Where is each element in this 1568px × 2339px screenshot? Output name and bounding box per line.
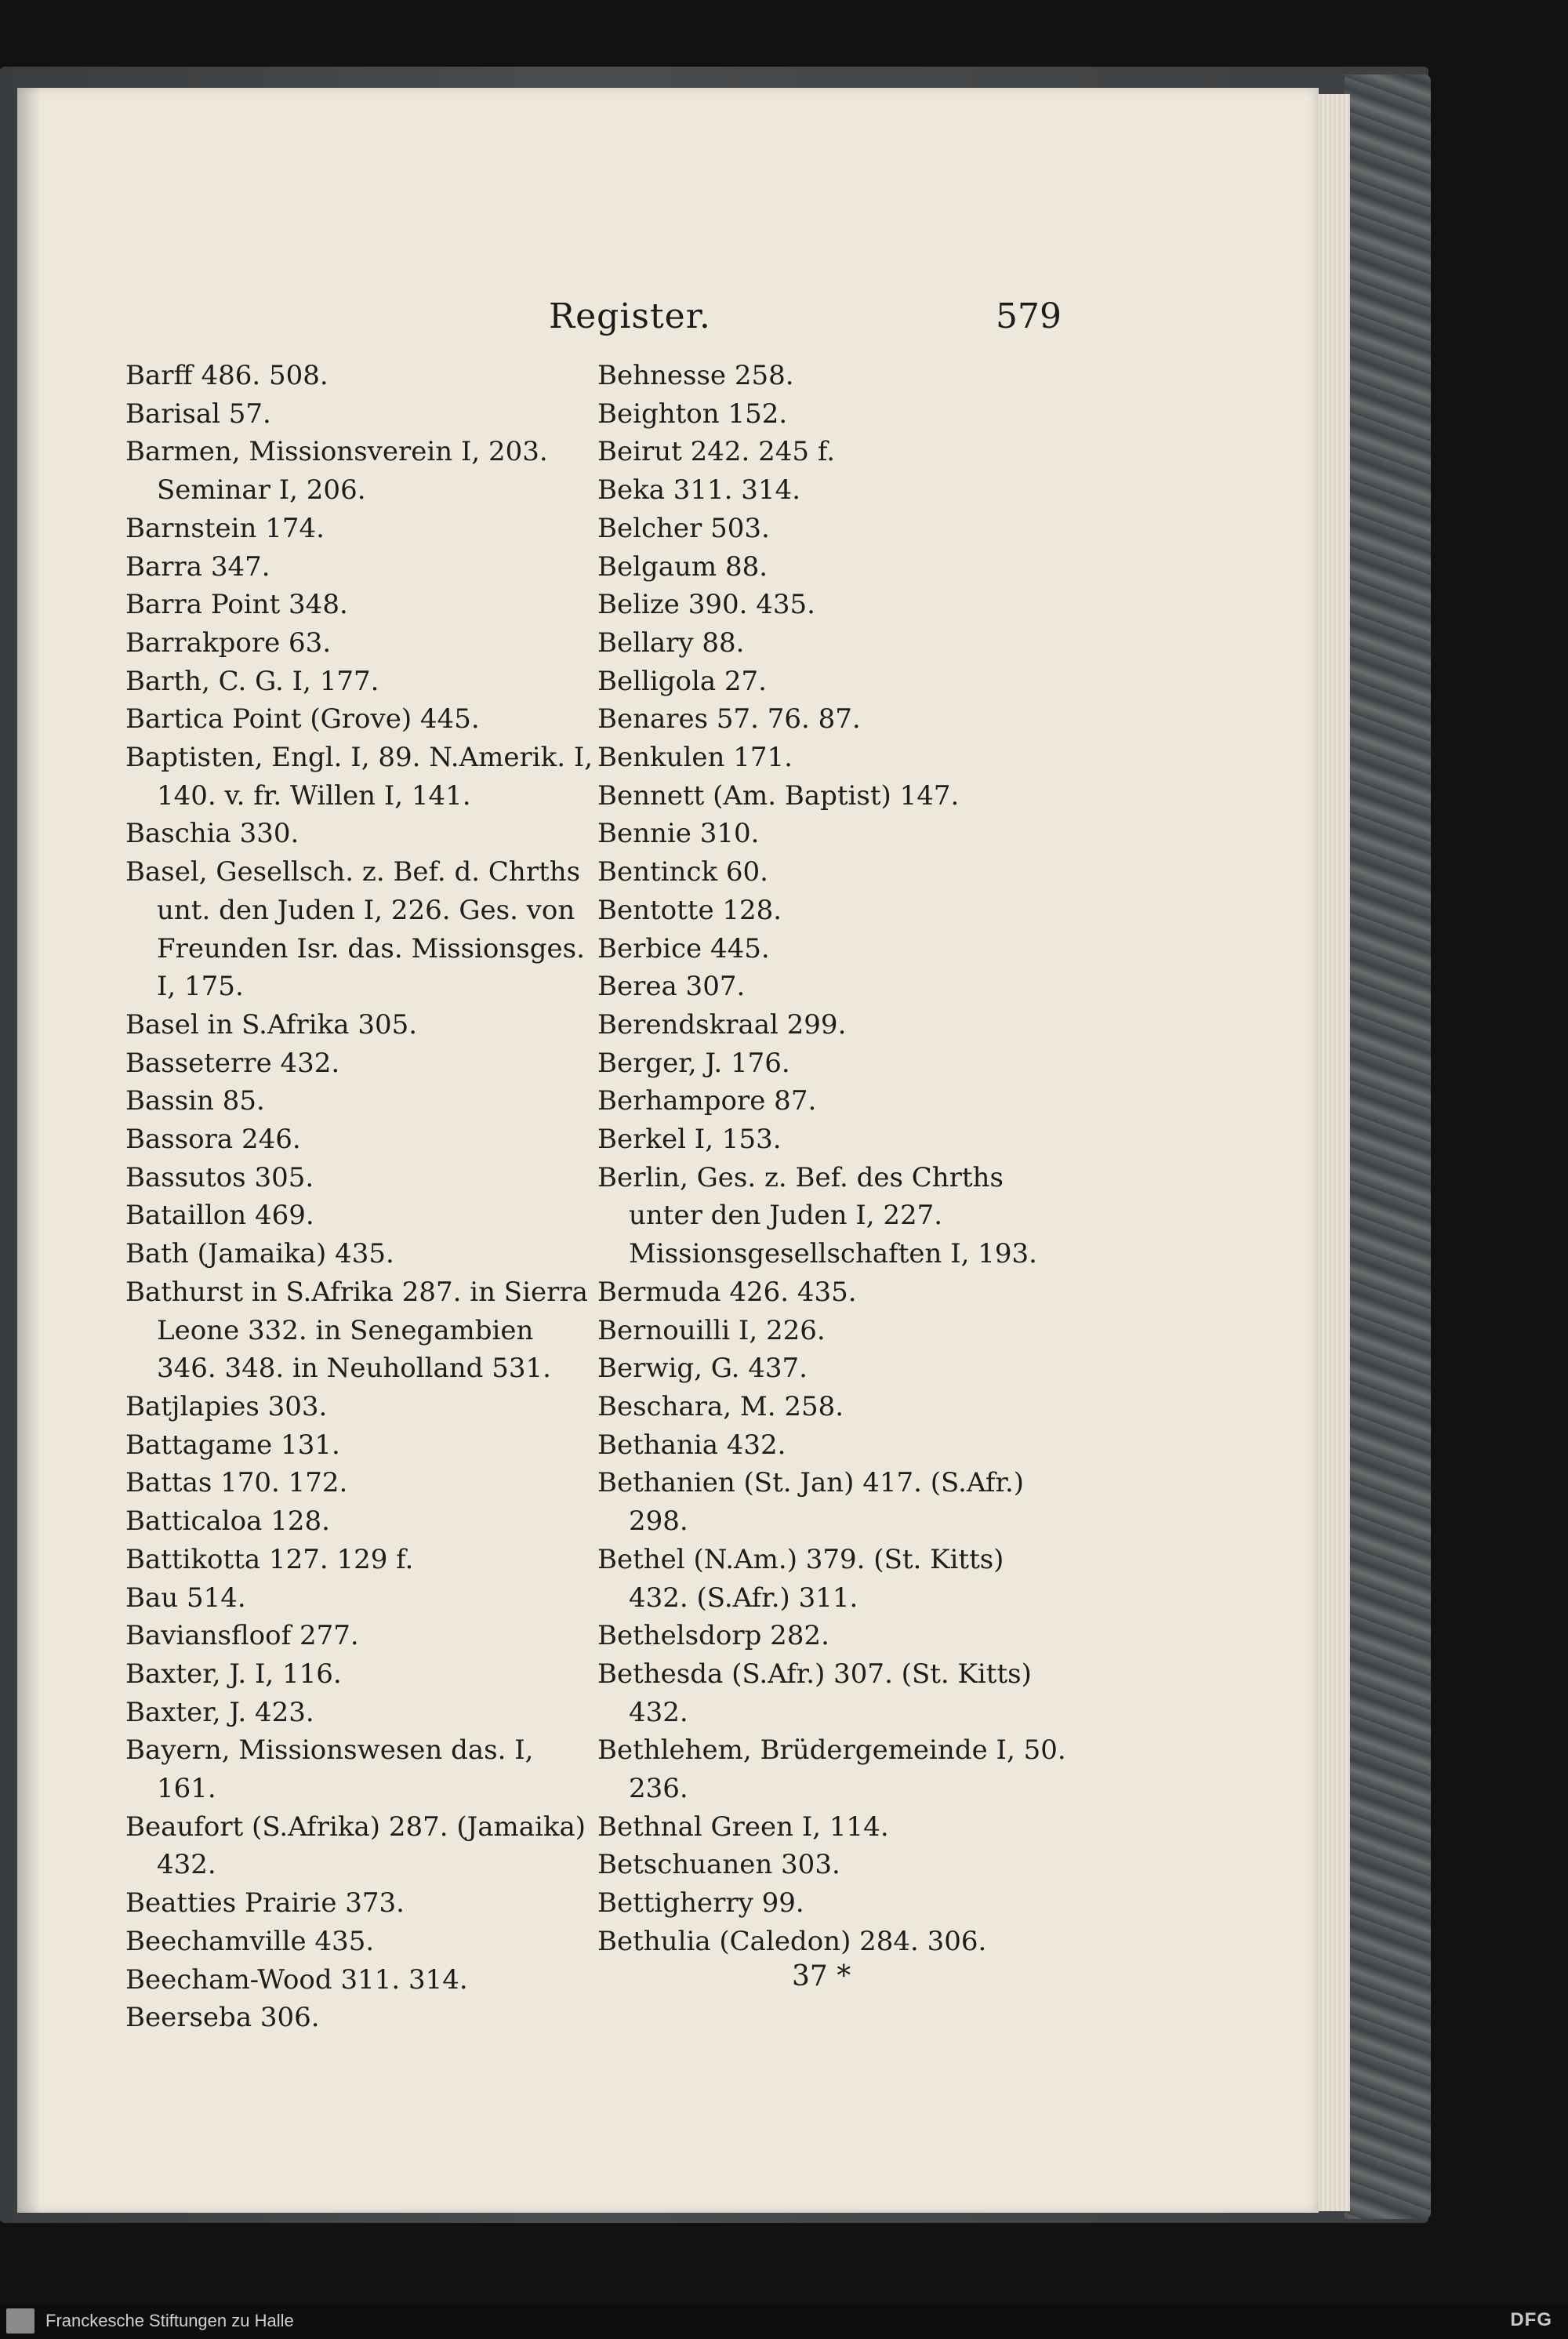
index-entry: Berhampore 87. — [597, 1085, 817, 1117]
index-entry: Bentotte 128. — [597, 894, 782, 926]
index-entry: Batjlapies 303. — [125, 1390, 328, 1422]
index-entry: Benkulen 171. — [597, 742, 793, 774]
index-entry: Bassora 246. — [125, 1124, 301, 1156]
index-entry: Bermuda 426. 435. — [597, 1276, 857, 1308]
index-column-left — [125, 357, 596, 2037]
index-entry: Barmen, Missionsverein I, 203. Seminar I, 206. — [125, 436, 548, 507]
index-entry: Benares 57. 76. 87. — [597, 703, 861, 735]
gutter-shadow — [17, 88, 41, 2213]
index-entry: Bartica Point (Grove) 445. — [125, 703, 480, 735]
index-entry: Bentinck 60. — [597, 856, 768, 888]
index-entry: Beerseba 306. — [125, 2002, 320, 2034]
index-entry: Beirut 242. 245 f. — [597, 436, 835, 468]
index-entry: Beschara, M. 258. — [597, 1390, 844, 1422]
page-title: Register. — [549, 296, 711, 336]
index-entry: Beighton 152. — [597, 398, 788, 430]
credit-text: Franckesche Stiftungen zu Halle — [45, 2311, 294, 2330]
book-cover-marbled-edge — [1345, 74, 1431, 2219]
index-entry: Belcher 503. — [597, 512, 770, 544]
index-entry: Battikotta 127. 129 f. — [125, 1543, 414, 1575]
index-entry: Bathurst in S.Afrika 287. in Sierra Leone 332. in Senegambien 346. 348. in Neuholland 531. — [125, 1276, 588, 1385]
index-entry: Bettigherry 99. — [597, 1887, 804, 1920]
index-entry: Beatties Prairie 373. — [125, 1887, 405, 1920]
index-entry: Berkel I, 153. — [597, 1124, 782, 1156]
index-entry: Battagame 131. — [125, 1429, 340, 1461]
page-edges — [1319, 94, 1350, 2211]
index-entry: Belize 390. 435. — [597, 589, 815, 621]
index-entry: Bethesda (S.Afr.) 307. (St. Kitts) 432. — [597, 1658, 1032, 1728]
index-entry: Bennett (Am. Baptist) 147. — [597, 779, 960, 812]
index-entry: Berger, J. 176. — [597, 1047, 790, 1079]
index-entry: Bayern, Missionswesen das. I, 161. — [125, 1734, 534, 1805]
index-entry: Bath (Jamaika) 435. — [125, 1238, 394, 1270]
index-entry: Battas 170. 172. — [125, 1467, 348, 1499]
index-entry: Bataillon 469. — [125, 1200, 314, 1232]
signature-mark: 37 * — [792, 1960, 851, 1992]
index-entry: Barnstein 174. — [125, 512, 325, 544]
index-entry: Behnesse 258. — [597, 360, 794, 391]
index-column-right — [597, 357, 1068, 1961]
page-header — [0, 296, 1568, 351]
index-entry: Baptisten, Engl. I, 89. N.Amerik. I, 140. v. fr. Willen I, 141. — [125, 742, 593, 812]
index-entry: Bethel (N.Am.) 379. (St. Kitts) 432. (S.Afr.) 311. — [597, 1543, 1004, 1614]
index-entry: Bernouilli I, 226. — [597, 1314, 826, 1346]
index-entry: Betschuanen 303. — [597, 1849, 840, 1881]
index-entry: Baschia 330. — [125, 818, 299, 850]
index-entry: Bennie 310. — [597, 818, 760, 850]
index-entry: Bassutos 305. — [125, 1161, 314, 1193]
index-entry: Berea 307. — [597, 971, 746, 1003]
index-entry: Berbice 445. — [597, 932, 770, 964]
index-entry: Beechamville 435. — [125, 1925, 375, 1957]
index-entry: Bassin 85. — [125, 1085, 265, 1117]
dfg-badge: DFG — [1510, 2309, 1552, 2330]
index-entry: Bethlehem, Brüdergemeinde I, 50. 236. — [597, 1734, 1066, 1805]
index-entry: Bethnal Green I, 114. — [597, 1811, 889, 1843]
index-entry: Barth, C. G. I, 177. — [125, 665, 379, 697]
index-entry: Bethelsdorp 282. — [597, 1620, 829, 1652]
index-entry: Bethulia (Caledon) 284. 306. — [597, 1925, 987, 1957]
index-entry: Barisal 57. — [125, 398, 271, 430]
index-entry: Beka 311. 314. — [597, 474, 801, 507]
index-entry: Baxter, J. 423. — [125, 1696, 314, 1728]
index-entry: Berendskraal 299. — [597, 1008, 847, 1041]
index-entry: Beaufort (S.Afrika) 287. (Jamaika) 432. — [125, 1811, 586, 1881]
index-entry: Barra Point 348. — [125, 589, 348, 621]
index-entry: Berlin, Ges. z. Bef. des Chrths unter den Juden I, 227. Missionsgesellschaften I, 193. — [597, 1161, 1037, 1270]
index-entry: Baxter, J. I, 116. — [125, 1658, 342, 1690]
index-entry: Basel, Gesellsch. z. Bef. d. Chrths unt. den Juden I, 226. Ges. von Freunden Isr. das. Missionsges. I, 175. — [125, 856, 585, 1003]
index-entry: Bau 514. — [125, 1582, 246, 1614]
index-entry: Basel in S.Afrika 305. — [125, 1008, 418, 1041]
index-entry: Berwig, G. 437. — [597, 1353, 808, 1385]
index-entry: Bethanien (St. Jan) 417. (S.Afr.) 298. — [597, 1467, 1025, 1538]
index-entry: Barff 486. 508. — [125, 360, 328, 391]
index-entry: Bethania 432. — [597, 1429, 786, 1461]
index-entry: Belgaum 88. — [597, 550, 768, 583]
index-entry: Beecham-Wood 311. 314. — [125, 1963, 468, 1996]
index-entry: Barrakpore 63. — [125, 627, 332, 659]
index-entry: Belligola 27. — [597, 665, 767, 697]
index-entry: Baviansfloof 277. — [125, 1620, 359, 1652]
index-entry: Bellary 88. — [597, 627, 745, 659]
index-entry: Batticaloa 128. — [125, 1505, 330, 1538]
institution-logo-icon — [6, 2308, 34, 2334]
page-number: 579 — [996, 296, 1062, 336]
index-entry: Basseterre 432. — [125, 1047, 340, 1079]
index-entry: Barra 347. — [125, 550, 270, 583]
